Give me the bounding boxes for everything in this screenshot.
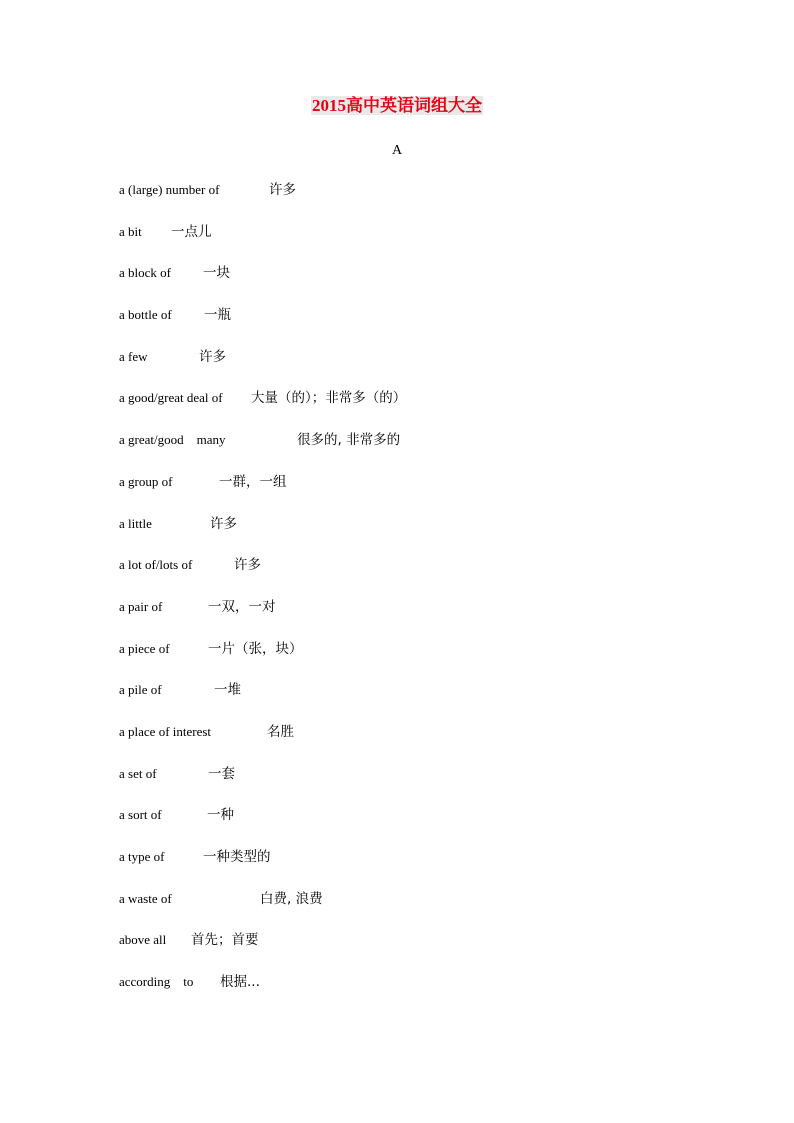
phrase-list — [119, 181, 759, 1015]
list-item — [119, 306, 759, 348]
phrase-zh: 一种类型的 — [203, 849, 271, 865]
list-item — [119, 223, 759, 265]
phrase-en: above all — [119, 932, 167, 948]
phrase-zh: 许多 — [199, 348, 226, 365]
list-item — [119, 389, 759, 431]
phrase-zh: 许多 — [269, 182, 296, 198]
phrase-en: a (large) number of — [119, 182, 220, 197]
phrase-en: a waste of — [119, 890, 172, 906]
phrase-zh: 一种 — [207, 807, 234, 824]
phrase-en: a pile of — [119, 682, 162, 698]
phrase-en: a group of — [119, 473, 173, 489]
phrase-zh: 许多 — [234, 557, 261, 574]
phrase-en: a few — [119, 348, 148, 364]
phrase-en: a good/great deal of — [119, 390, 223, 406]
phrase-en: a set of — [119, 765, 157, 781]
section-letter: A — [391, 143, 403, 158]
list-item — [119, 723, 759, 765]
phrase-zh: 一群，一组 — [219, 473, 287, 490]
phrase-en: a great/good many — [119, 432, 226, 448]
list-item — [119, 848, 759, 890]
phrase-en: a block of — [119, 265, 171, 281]
list-item — [119, 806, 759, 848]
phrase-zh: 一瓶 — [204, 307, 231, 324]
page-title-text: 2015高中英语词组大全 — [312, 96, 482, 115]
page-title — [0, 96, 794, 116]
list-item — [119, 598, 759, 640]
phrase-en: a lot of/lots of — [119, 557, 193, 573]
list-item — [119, 515, 759, 557]
phrase-zh: 名胜 — [267, 723, 294, 740]
phrase-en: a place of interest — [119, 723, 212, 739]
phrase-zh: 一双，一对 — [208, 598, 276, 615]
phrase-en: a type of — [119, 849, 165, 864]
phrase-en: a pair of — [119, 598, 163, 614]
phrase-en: a bottle of — [119, 307, 172, 323]
phrase-zh: 根据... — [220, 974, 260, 991]
list-item — [119, 931, 759, 973]
list-item — [119, 556, 759, 598]
list-item — [119, 473, 759, 515]
phrase-en: according to — [119, 974, 194, 990]
phrase-zh: 一点儿 — [171, 223, 212, 240]
phrase-zh: 一片（张，块） — [208, 640, 303, 657]
phrase-en: a piece of — [119, 640, 170, 656]
phrase-zh: 一套 — [208, 765, 235, 782]
phrase-zh: 许多 — [210, 515, 237, 532]
phrase-zh: 很多的, 非常多的 — [297, 432, 401, 449]
phrase-zh: 大量（的）；非常多（的） — [251, 390, 407, 407]
list-item — [119, 640, 759, 682]
phrase-zh: 一块 — [203, 265, 230, 282]
list-item — [119, 181, 759, 223]
list-item — [119, 890, 759, 932]
phrase-en: a bit — [119, 223, 142, 239]
phrase-en: a little — [119, 515, 152, 531]
list-item — [119, 973, 759, 1015]
list-item — [119, 681, 759, 723]
phrase-zh: 白费, 浪费 — [260, 890, 323, 907]
phrase-zh: 首先；首要 — [191, 932, 259, 949]
phrase-zh: 一堆 — [214, 682, 241, 699]
list-item — [119, 431, 759, 473]
list-item — [119, 765, 759, 807]
list-item — [119, 348, 759, 390]
phrase-en: a sort of — [119, 807, 162, 823]
list-item — [119, 264, 759, 306]
